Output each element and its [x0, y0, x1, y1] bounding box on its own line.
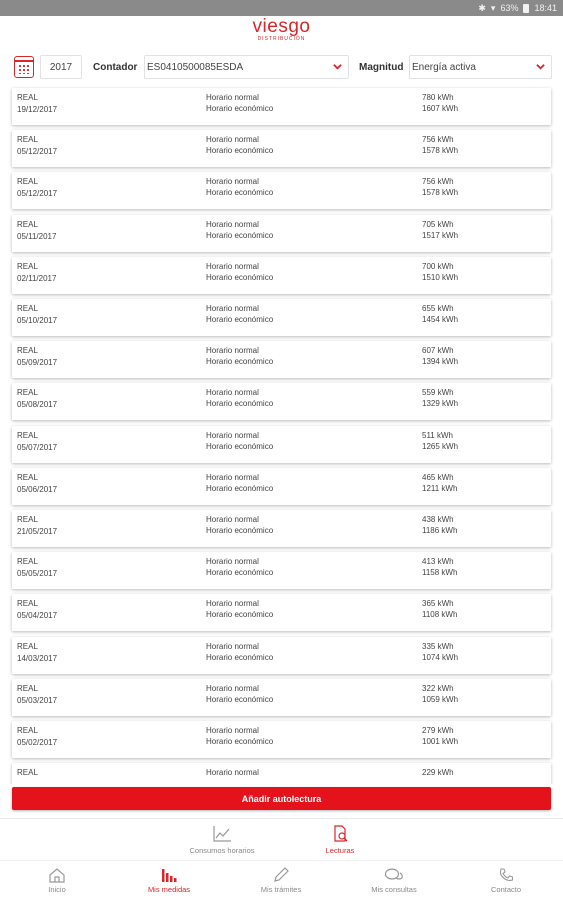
period-economic-label: Horario económico	[206, 441, 274, 451]
reading-card[interactable]	[12, 88, 551, 125]
reading-type: REAL	[17, 93, 38, 102]
nav-label: Inicio	[48, 885, 66, 894]
reading-type: REAL	[17, 599, 38, 609]
reading-type: REAL	[17, 388, 38, 398]
period-economic-value: 1158 kWh	[422, 568, 458, 578]
magnitude-select[interactable]	[409, 55, 552, 79]
reading-card[interactable]	[12, 341, 551, 378]
period-economic-label: Horario económico	[206, 230, 274, 240]
tab-label: Consumos horarios	[189, 846, 255, 855]
add-self-reading-button[interactable]: Añadir autolectura	[12, 787, 551, 810]
period-normal-label: Horario normal	[206, 388, 259, 398]
nav-label: Mis trámites	[260, 885, 302, 894]
reading-card[interactable]	[12, 299, 551, 336]
line-chart-icon	[212, 825, 232, 843]
reading-card[interactable]	[12, 679, 551, 716]
period-normal-label: Horario normal	[206, 599, 259, 609]
clock: 18:41	[534, 3, 557, 13]
reading-date: 05/07/2017	[17, 442, 58, 452]
nav-my-procedures[interactable]	[241, 867, 321, 894]
reading-card[interactable]	[12, 215, 551, 252]
period-normal-value: 756 kWh	[422, 135, 454, 145]
reading-card[interactable]	[12, 510, 551, 547]
sub-tabs	[0, 818, 563, 860]
reading-type: REAL	[17, 641, 38, 651]
tab-hourly-consumption[interactable]	[167, 825, 277, 855]
period-economic-label: Horario económico	[206, 188, 274, 198]
period-economic-label: Horario económico	[206, 315, 274, 324]
period-economic-label: Horario económico	[206, 568, 274, 578]
nav-label: Mis consultas	[371, 885, 417, 894]
period-economic-label: Horario económico	[206, 357, 274, 367]
reading-type: REAL	[17, 472, 38, 482]
reading-card[interactable]	[12, 721, 551, 758]
period-economic-value: 1265 kWh	[422, 441, 459, 451]
period-economic-label: Horario económico	[206, 146, 274, 156]
battery-percent: 63%	[500, 3, 519, 13]
reading-date: 21/05/2017	[17, 527, 58, 536]
period-economic-label: Horario económico	[206, 694, 274, 704]
period-normal-value: 413 kWh	[422, 557, 454, 567]
period-economic-value: 1607 kWh	[422, 104, 459, 113]
reading-card[interactable]	[12, 552, 551, 589]
reading-type: REAL	[17, 261, 38, 271]
period-economic-label: Horario económico	[206, 104, 274, 113]
bar-chart-icon	[160, 867, 178, 883]
period-economic-label: Horario económico	[206, 526, 274, 535]
app-header	[0, 16, 563, 46]
period-economic-value: 1510 kWh	[422, 272, 459, 282]
period-normal-value: 279 kWh	[422, 726, 454, 735]
reading-card[interactable]	[12, 172, 551, 209]
reading-type: REAL	[17, 430, 38, 440]
year-selector[interactable]: 2017	[40, 55, 82, 79]
period-normal-label: Horario normal	[206, 93, 259, 102]
period-economic-value: 1186 kWh	[422, 526, 458, 535]
bottom-navigation	[0, 860, 563, 900]
period-normal-label: Horario normal	[206, 304, 259, 313]
period-normal-label: Horario normal	[206, 219, 259, 229]
magnitude-value: Energía activa	[412, 61, 476, 73]
period-normal-label: Horario normal	[206, 472, 259, 482]
reading-date: 05/02/2017	[17, 738, 58, 747]
reading-card[interactable]	[12, 594, 551, 631]
period-normal-label: Horario normal	[206, 346, 259, 356]
reading-type: REAL	[17, 515, 38, 524]
period-normal-label: Horario normal	[206, 641, 259, 651]
period-normal-value: 322 kWh	[422, 683, 454, 693]
period-normal-label: Horario normal	[206, 135, 259, 145]
reading-type: REAL	[17, 726, 38, 735]
period-economic-label: Horario económico	[206, 399, 274, 409]
magnitude-label: Magnitud	[359, 62, 404, 73]
period-normal-value: 511 kWh	[422, 430, 453, 440]
reading-type: REAL	[17, 557, 38, 567]
reading-date: 19/12/2017	[17, 105, 58, 114]
period-normal-value: 465 kWh	[422, 472, 454, 482]
reading-type: REAL	[17, 219, 38, 229]
reading-date: 05/11/2017	[17, 231, 57, 241]
period-economic-value: 1517 kWh	[422, 230, 459, 240]
period-normal-value: 365 kWh	[422, 599, 454, 609]
meter-label: Contador	[93, 62, 138, 73]
nav-home[interactable]	[17, 867, 97, 894]
nav-label: Mis medidas	[147, 885, 191, 894]
period-normal-value: 229 kWh	[422, 768, 454, 778]
period-economic-value: 1454 kWh	[422, 315, 459, 324]
reading-date: 05/09/2017	[17, 358, 58, 368]
reading-date: 02/11/2017	[17, 273, 57, 283]
period-economic-value: 1394 kWh	[422, 357, 459, 367]
meter-select[interactable]	[144, 55, 349, 79]
brand-name: viesgo	[252, 16, 311, 37]
status-bar	[0, 0, 563, 16]
period-normal-label: Horario normal	[206, 683, 259, 693]
period-normal-value: 438 kWh	[422, 515, 454, 524]
tab-readings[interactable]	[285, 825, 395, 855]
period-normal-value: 700 kWh	[422, 261, 454, 271]
period-economic-value: 1578 kWh	[422, 146, 459, 156]
reading-type: REAL	[17, 135, 38, 145]
period-economic-value: 1211 kWh	[422, 483, 458, 493]
reading-card[interactable]	[12, 257, 551, 294]
period-normal-value: 705 kWh	[422, 219, 454, 229]
reading-date: 05/10/2017	[17, 316, 58, 325]
filters-toolbar	[0, 54, 563, 82]
document-search-icon	[330, 825, 350, 843]
period-normal-value: 756 kWh	[422, 177, 454, 187]
reading-card[interactable]	[12, 383, 551, 420]
nav-my-queries[interactable]	[354, 867, 434, 894]
period-economic-label: Horario económico	[206, 652, 274, 662]
period-economic-value: 1108 kWh	[422, 610, 458, 620]
viesgo-logo	[253, 18, 311, 42]
reading-date: 05/03/2017	[17, 695, 58, 705]
nav-label: Contacto	[490, 885, 522, 894]
reading-type: REAL	[17, 304, 38, 313]
period-normal-value: 335 kWh	[422, 641, 454, 651]
period-economic-value: 1059 kWh	[422, 694, 459, 704]
reading-date: 05/12/2017	[17, 189, 58, 199]
reading-date: 05/05/2017	[17, 569, 58, 579]
wifi-icon: ▾	[490, 2, 496, 13]
tab-label: Lecturas	[325, 846, 355, 855]
phone-icon	[497, 867, 515, 883]
period-economic-label: Horario económico	[206, 272, 274, 282]
nav-contact[interactable]	[466, 867, 546, 894]
reading-type: REAL	[17, 346, 38, 356]
period-normal-value: 780 kWh	[422, 93, 454, 102]
reading-card[interactable]	[12, 763, 551, 784]
reading-card[interactable]	[12, 468, 551, 505]
period-normal-label: Horario normal	[206, 515, 259, 524]
period-economic-value: 1001 kWh	[422, 737, 459, 746]
period-normal-value: 559 kWh	[422, 388, 454, 398]
period-normal-value: 655 kWh	[422, 304, 454, 313]
period-normal-label: Horario normal	[206, 177, 259, 187]
reading-type: REAL	[17, 177, 38, 187]
reading-type: REAL	[17, 768, 38, 778]
pen-icon	[272, 867, 290, 883]
period-economic-label: Horario económico	[206, 610, 274, 620]
reading-type: REAL	[17, 683, 38, 693]
reading-date: 05/08/2017	[17, 400, 58, 410]
bluetooth-icon: ✱	[478, 2, 486, 13]
brand-subtitle: DISTRIBUCIÓN	[257, 36, 306, 42]
reading-card[interactable]	[12, 637, 551, 674]
battery-icon	[523, 4, 529, 13]
period-economic-value: 1074 kWh	[422, 652, 459, 662]
chevron-down-icon	[536, 62, 545, 71]
chevron-down-icon	[333, 62, 342, 71]
readings-list[interactable]	[0, 86, 563, 784]
nav-my-measures[interactable]	[129, 867, 209, 894]
period-normal-label: Horario normal	[206, 430, 259, 440]
period-economic-label: Horario económico	[206, 483, 274, 493]
reading-date: 05/12/2017	[17, 147, 58, 157]
chat-icon	[384, 867, 404, 883]
period-economic-label: Horario económico	[206, 737, 274, 746]
reading-date: 05/04/2017	[17, 611, 58, 621]
reading-card[interactable]	[12, 130, 551, 167]
reading-card[interactable]	[12, 426, 551, 463]
period-normal-label: Horario normal	[206, 726, 259, 735]
reading-date: 14/03/2017	[17, 653, 58, 663]
period-normal-label: Horario normal	[206, 768, 259, 778]
period-normal-label: Horario normal	[206, 261, 259, 271]
period-economic-value: 1329 kWh	[422, 399, 459, 409]
period-economic-value: 1578 kWh	[422, 188, 459, 198]
calendar-icon[interactable]	[14, 56, 34, 78]
home-icon	[48, 867, 66, 883]
meter-value: ES0410500085ESDA	[147, 61, 244, 73]
period-normal-value: 607 kWh	[422, 346, 454, 356]
reading-date: 05/06/2017	[17, 484, 58, 494]
period-normal-label: Horario normal	[206, 557, 259, 567]
